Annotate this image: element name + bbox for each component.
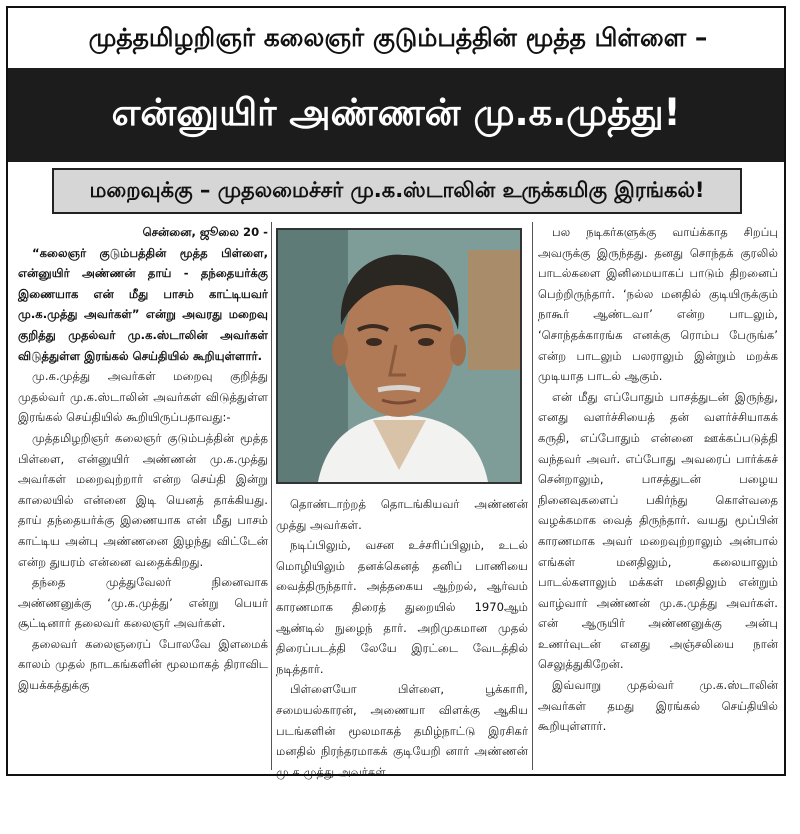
kicker-line: முத்தமிழறிஞர் கலைஞர் குடும்பத்தின் மூத்த பிள்ளை – [88,22,708,52]
column-divider [532,222,533,770]
lead-paragraph: “கலைஞர் குடும்பத்தின் மூத்த பிள்ளை, என்னுயிர் அண்ணன் தாய் - தந்தையர்க்கு இணையாக என் மீது பாசம் காட்டியவர் மு.க.முத்து அவர்கள்” என்று அவரது மறைவு குறித்து முதல்வர் மு.க.ஸ்டாலின் அவர்கள் விடுத்துள்ள இரங்கல் செய்தியில் கூறியுள்ளார். [18,245,268,363]
paragraph: தொண்டாற்றத் தொடங்கியவர் அண்ணன் முத்து அவர்கள். [276,497,528,532]
portrait-photo-illustration [278,230,520,482]
paragraph: மு.க.முத்து அவர்கள் மறைவு குறித்து முதல்வர் மு.க.ஸ்டாலின் அவர்கள் விடுத்துள்ள இரங்கல் செய்தியில் கூறியிருப்பதாவது:- [18,369,268,425]
headline-banner: என்னுயிர் அண்ணன் மு.க.முத்து! [8,68,784,162]
portrait-photo [276,228,522,484]
paragraph: நடிப்பிலும், வசன உச்சரிப்பிலும், உடல் மொழியிலும் தனக்கெனத் தனிப் பாணியை வைத்திருந்தார். அத்தகைய ஆற்றல், ஆர்வம் காரணமாக திரைத் துறையில் 1970ஆம் ஆண்டில் நுழைந் தார். அறிமுகமான முதல் திரைப்படத்தி லேயே இரட்டை வேடத்தில் நடித்தார். [276,538,528,676]
paragraph: இவ்வாறு முதல்வர் மு.க.ஸ்டாலின் அவர்கள் தமது இரங்கல் செய்தியில் கூறியுள்ளார். [538,678,778,734]
paragraph: தந்தை முத்துவேலர் நினைவாக அண்ணனுக்கு ‘மு.க.முத்து’ என்று பெயர் சூட்டினார் தலைவர் கலைஞர் அவர்கள். [18,575,268,631]
paragraph: என் மீது எப்போதும் பாசத்துடன் இருந்து, எனது வளர்ச்சியைத் தன் வளர்ச்சியாகக் கருதி, எப்போதும் என்னை ஊக்கப்படுத்தி வந்தவர் அவர். எப்போது அவரைப் பார்க்கச் சென்றாலும், பாசத்துடன் பழைய நினைவுகளைப் பகிர்ந்து கொள்வதை வழக்கமாக வைத் திருந்தார். வயது மூப்பின் காரணமாக அவர் மறைவுற்றாலும் அன்பால் எங்கள் மனதிலும், கலையாலும் பாடல்களாலும் மக்கள் மனதிலும் என்றும் வாழ்வார் அண்ணன் மு.க.முத்து அவர்கள். என் ஆருயிர் அண்ணனுக்கு அன்பு உணர்வுடன் எனது அஞ்சலியை நான் செலுத்துகிறேன். [538,389,778,672]
news-clipping [6,6,786,779]
paragraph: முத்தமிழறிஞர் கலைஞர் குடும்பத்தின் மூத்த பிள்ளை, என்னுயிர் அண்ணன் மு.க.முத்து அவர்கள் மறைவுற்றார் என்ற செய்தி இன்று காலையில் என்னை இடி யெனத் தாக்கியது. தாய் தந்தையர்க்கு இணையாக என் மீது பாசம் காட்டிய அன்பு அண்ணனை இழந்து விட்டேன் என்ற துயரம் என்னை வதைக்கிறது. [18,430,268,569]
paragraph: பிள்ளையோ பிள்ளை, பூக்காரி, சமையல்காரன், அணையா விளக்கு ஆகிய படங்களின் மூலமாகத் தமிழ்நாட்டு இரசிகர் மனதில் நிரந்தரமாகக் குடியேறி னார் அண்ணன் மு.க.முத்து அவர்கள். [276,682,528,779]
paragraph: தலைவர் கலைஞரைப் போலவே இளமைக் காலம் முதல் நாடகங்களின் மூலமாகத் திராவிட இயக்கத்துக்கு [18,636,268,693]
paragraph: பல நடிகர்களுக்கு வாய்க்காத சிறப்பு அவருக்கு இருந்தது. தனது சொந்தக் குரலில் பாடல்களை இனிமையாகப் பாடும் திறனைப் பெற்றிருந்தார். ‘நல்ல மனதில் குடியிருக்கும் நாகூர் ஆண்டவா’ என்ற பாடலும், ‘சொந்தக்காரங்க எனக்கு ரொம்ப பேருங்க’ என்ற பாடலும் பலராலும் இன்றும் மறக்க முடியாத பாடல் ஆகும். [538,225,778,384]
column-1 [18,222,268,770]
dateline: சென்னை, ஜூலை 20 - [142,225,268,239]
column-3 [538,222,778,770]
subhead-box: மறைவுக்கு – முதலமைச்சர் மு.க.ஸ்டாலின் உருக்கமிகு இரங்கல்! [52,168,742,214]
column-2 [276,222,528,779]
column-divider [271,222,272,770]
